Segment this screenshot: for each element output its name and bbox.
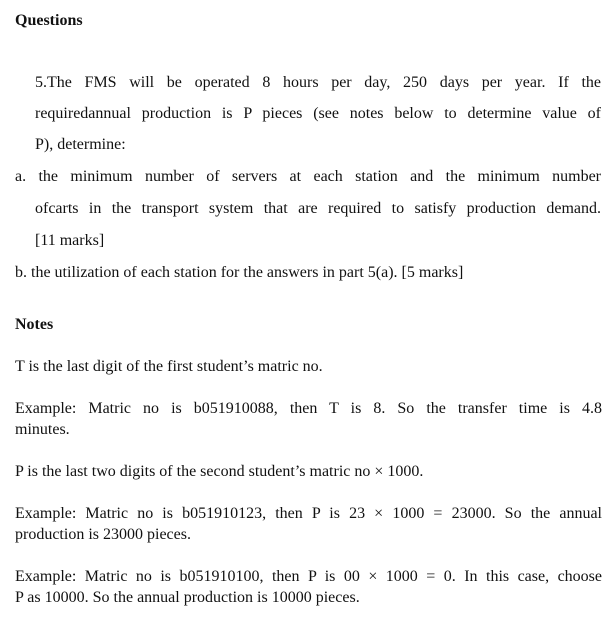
note-p-definition-text: P is the last two digits of the second student’s matric no × 1000. xyxy=(15,463,424,480)
question-5-line-2: requiredannual production is P pieces (see notes below to determine value of xyxy=(35,105,601,122)
note-p-example-1-line-2: production is 23000 pieces. xyxy=(15,526,191,543)
note-t-definition xyxy=(15,356,602,377)
note-p-example-1-line-1: Example: Matric no is b051910123, then P is 23 × 1000 = 23000. So the annual xyxy=(15,505,602,522)
question-5a-line-1: a. the minimum number of servers at each station and the minimum number xyxy=(15,168,601,185)
question-5a-line-2: ofcarts in the transport system that are required to satisfy production demand. xyxy=(35,200,601,217)
note-p-example-2-line-1: Example: Matric no is b051910100, then P is 00 × 1000 = 0. In this case, choose xyxy=(15,568,602,585)
note-p-example-1 xyxy=(15,503,602,545)
notes-heading: Notes xyxy=(15,316,54,333)
note-t-definition-text: T is the last digit of the first student’s matric no. xyxy=(15,358,323,375)
question-5b-line-1: b. the utilization of each station for the answers in part 5(a). [5 marks] xyxy=(15,264,464,281)
questions-heading: Questions xyxy=(15,12,83,29)
note-t-example xyxy=(15,398,602,440)
question-5-line-3: P), determine: xyxy=(35,136,126,153)
note-p-example-2-line-2: P as 10000. So the annual production is 10000 pieces. xyxy=(15,589,360,606)
question-5-line-1: 5.The FMS will be operated 8 hours per day, 250 days per year. If the xyxy=(35,74,601,91)
note-p-definition xyxy=(15,461,602,482)
note-t-example-line-2: minutes. xyxy=(15,421,70,438)
note-t-example-line-1: Example: Matric no is b051910088, then T is 8. So the transfer time is 4.8 xyxy=(15,400,602,417)
question-5a-line-3: [11 marks] xyxy=(35,232,105,249)
note-p-example-2 xyxy=(15,566,602,608)
